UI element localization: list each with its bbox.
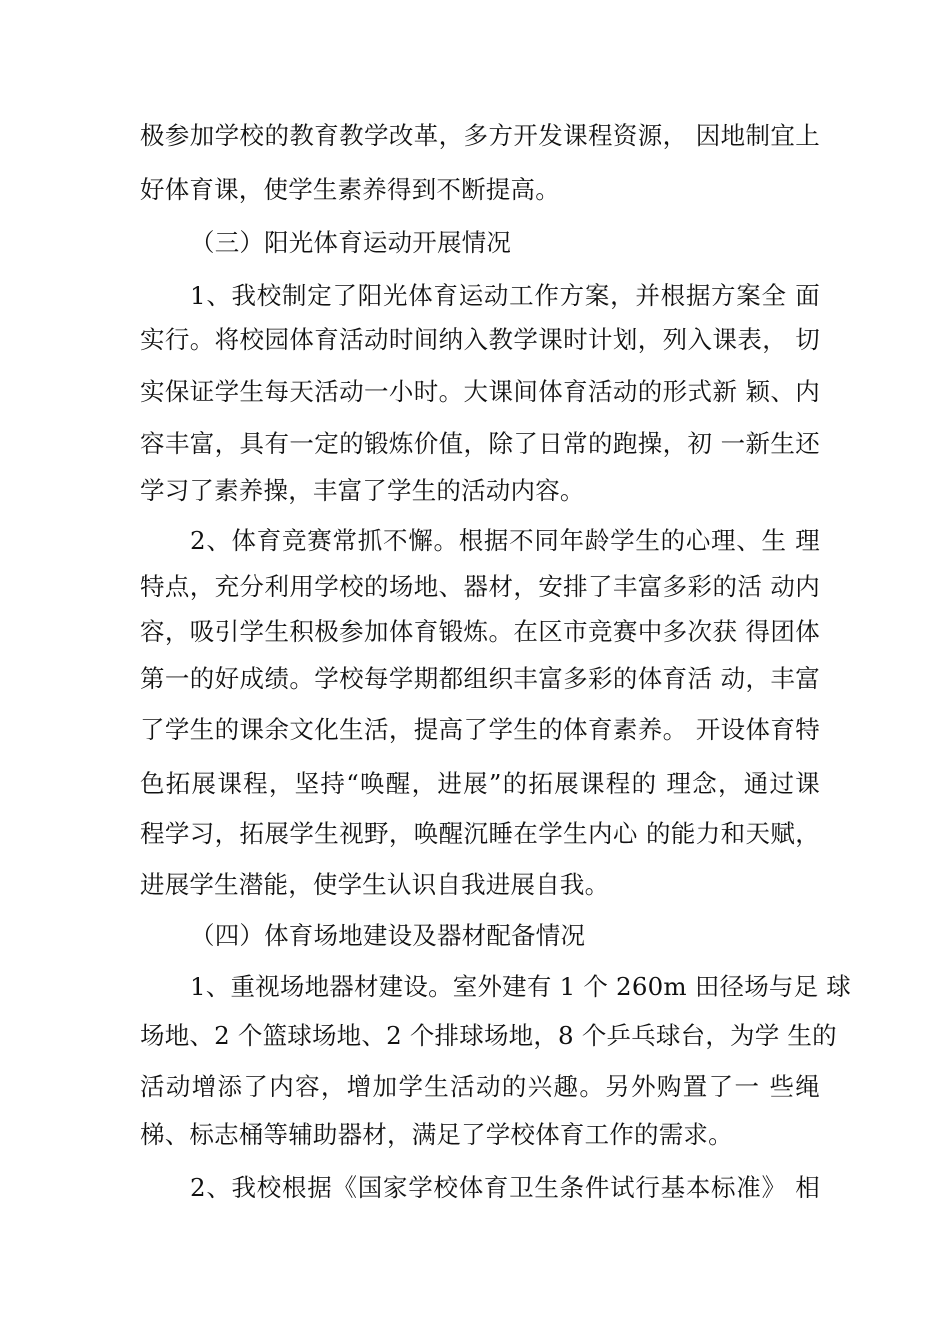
paragraph-line: 梯、标志桶等辅助器材，满足了学校体育工作的需求。 bbox=[140, 1120, 733, 1149]
paragraph-line: 1、我校制定了阳光体育运动工作方案，并根据方案全 面 bbox=[190, 281, 820, 310]
paragraph-line: 2、我校根据《国家学校体育卫生条件试行基本标准》 相 bbox=[190, 1173, 820, 1202]
paragraph-line: 容，吸引学生积极参加体育锻炼。在区市竞赛中多次获 得团体 bbox=[140, 617, 820, 646]
paragraph-line: 特点，充分利用学校的场地、器材，安排了丰富多彩的活 动内 bbox=[140, 572, 820, 601]
paragraph-line: 第一的好成绩。学校每学期都组织丰富多彩的体育活 动，丰富 bbox=[140, 664, 820, 693]
paragraph-line: 活动增添了内容，增加学生活动的兴趣。另外购置了一 些绳 bbox=[140, 1072, 820, 1101]
paragraph-line: 学习了素养操，丰富了学生的活动内容。 bbox=[140, 476, 585, 505]
paragraph-line: 极参加学校的教育教学改革，多方开发课程资源， 因地制宜上 bbox=[140, 121, 820, 150]
paragraph-line: 容丰富，具有一定的锻炼价值，除了日常的跑操，初 一新生还 bbox=[140, 429, 820, 458]
paragraph-line: 实保证学生每天活动一小时。大课间体育活动的形式新 颖、内 bbox=[140, 377, 820, 406]
section-heading: （三）阳光体育运动开展情况 bbox=[190, 228, 512, 257]
paragraph-line: 了学生的课余文化生活，提高了学生的体育素养。 开设体育特 bbox=[140, 715, 820, 744]
paragraph-line: 场地、2 个篮球场地、2 个排球场地，8 个乒乓球台，为学 生的 bbox=[140, 1021, 837, 1050]
paragraph-line: 1、重视场地器材建设。室外建有 1 个 260m 田径场与足 球 bbox=[190, 972, 852, 1001]
paragraph-line: 好体育课，使学生素养得到不断提高。 bbox=[140, 175, 560, 204]
paragraph-line: 进展学生潜能，使学生认识自我进展自我。 bbox=[140, 870, 610, 899]
paragraph-line: 程学习，拓展学生视野，唤醒沉睡在学生内心 的能力和天赋， bbox=[140, 819, 820, 848]
paragraph-line: 色拓展课程，坚持“唤醒，进展”的拓展课程的 理念，通过课 bbox=[140, 769, 820, 798]
paragraph-line: 实行。将校园体育活动时间纳入教学课时计划，列入课表， 切 bbox=[140, 325, 820, 354]
section-heading: （四）体育场地建设及器材配备情况 bbox=[190, 921, 586, 950]
paragraph-line: 2、体育竞赛常抓不懈。根据不同年龄学生的心理、生 理 bbox=[190, 526, 820, 555]
